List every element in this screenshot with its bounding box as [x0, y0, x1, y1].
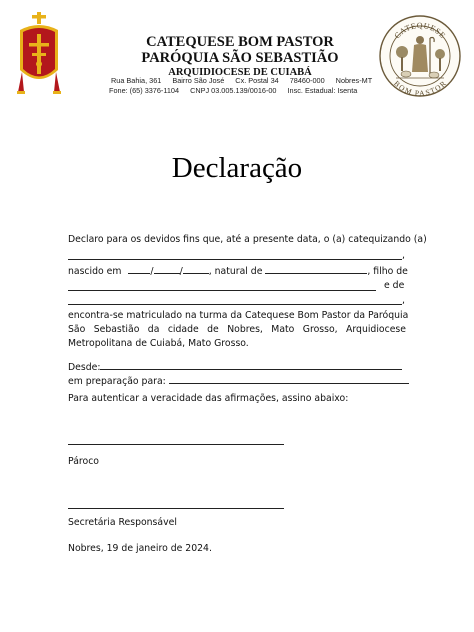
contact-cnpj: CNPJ 03.005.139/0016-00 — [190, 86, 277, 95]
preparation-blank — [169, 374, 409, 384]
father-name-line — [68, 290, 376, 291]
natural-label: , natural de — [208, 266, 263, 277]
contact-phone: Fone: (65) 3376-1104 — [109, 86, 180, 95]
parish-crest-icon — [14, 12, 64, 98]
priest-label: Pároco — [68, 456, 99, 467]
and-of-label: e de — [384, 280, 405, 291]
birth-slash-2: / — [179, 266, 183, 277]
diocese-name: ARQUIDIOCESE DE CUIABÁ — [168, 67, 312, 78]
org-name: CATEQUESE BOM PASTOR — [146, 34, 334, 50]
secretary-signature-line — [68, 508, 284, 509]
address-postal-box: Cx. Postal 34 — [235, 76, 279, 85]
attest-text: Para autenticar a veracidade das afirmações, assino abaixo: — [68, 393, 349, 404]
hometown-blank — [265, 264, 367, 274]
child-label: , filho de — [367, 266, 408, 277]
bom-pastor-seal-icon — [378, 14, 462, 98]
contact-state-reg: Insc. Estadual: Isenta — [287, 86, 358, 95]
address-zip: 78460-000 — [289, 76, 325, 85]
address-city: Nobres-MT — [335, 76, 373, 85]
contact-line — [109, 86, 366, 95]
student-name-comma: , — [402, 250, 405, 261]
enrollment-text-3: Metropolitana de Cuiabá, Mato Grosso. — [68, 338, 249, 349]
birth-month-blank — [154, 264, 180, 274]
student-name-line — [68, 259, 402, 260]
address-line — [111, 76, 381, 85]
secretary-label: Secretária Responsável — [68, 517, 177, 528]
seal-text-bottom: BOM PASTOR — [392, 78, 448, 98]
since-blank — [100, 360, 402, 370]
enrollment-text-1: encontra-se matriculado na turma da Catequese Bom Pastor da Paróquia — [68, 310, 409, 321]
born-label: nascido em — [68, 266, 122, 277]
place-date: Nobres, 19 de janeiro de 2024. — [68, 543, 212, 554]
birth-day-blank — [128, 264, 150, 274]
birth-line — [68, 264, 406, 277]
since-line — [68, 360, 406, 373]
priest-signature-line — [68, 444, 284, 445]
preparation-line — [68, 374, 406, 387]
enrollment-text-2: São Sebastião da cidade de Nobres, Mato Grosso, Arquidiocese — [68, 324, 406, 335]
birth-year-blank — [183, 264, 209, 274]
parish-name: PARÓQUIA SÃO SEBASTIÃO — [141, 50, 339, 66]
preparation-label: em preparação para: — [68, 376, 166, 387]
address-district: Bairro São José — [172, 76, 225, 85]
seal-text-top: CATEQUESE — [392, 20, 448, 41]
birth-slash-1: / — [150, 266, 154, 277]
mother-name-comma: , — [402, 295, 405, 306]
mother-name-line — [68, 304, 402, 305]
since-label: Desde: — [68, 362, 101, 373]
document-title: Declaração — [171, 152, 303, 184]
intro-line: Declaro para os devidos fins que, até a presente data, o (a) catequizando (a) — [68, 234, 427, 245]
address-street: Rua Bahia, 361 — [111, 76, 162, 85]
